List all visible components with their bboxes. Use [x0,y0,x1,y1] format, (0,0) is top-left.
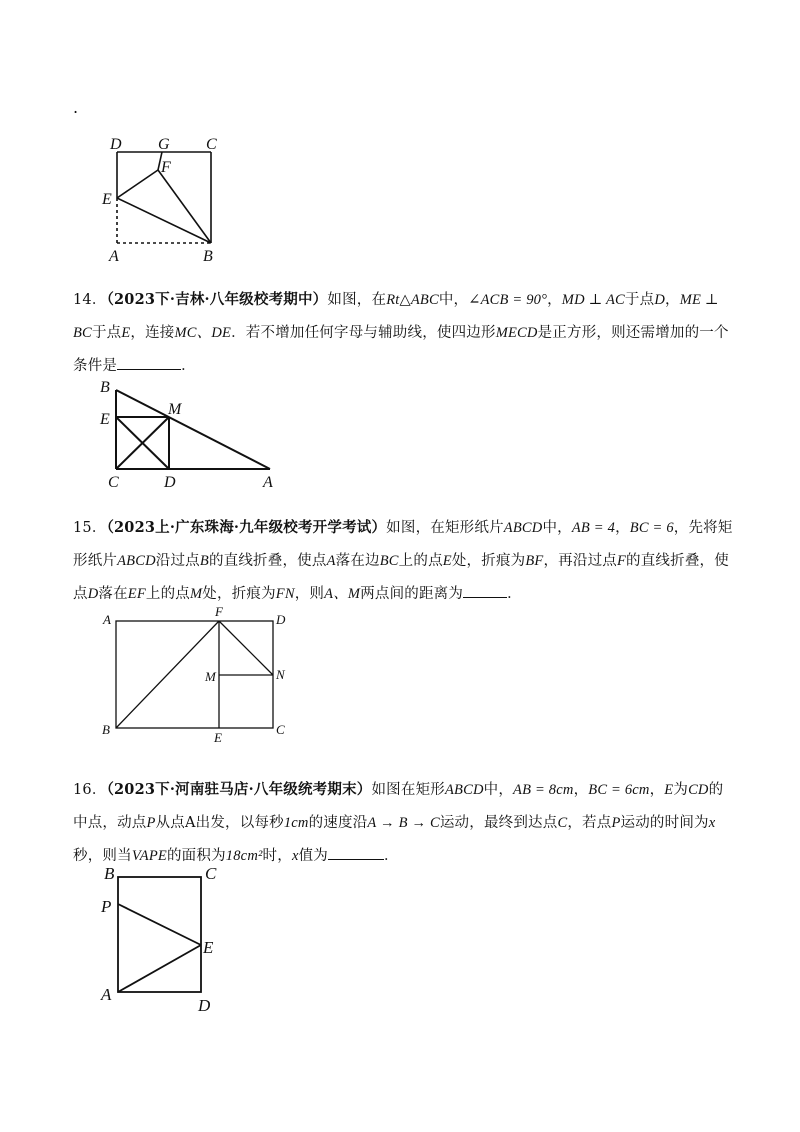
q13-label-C: C [206,136,217,153]
q16-rectangle-BCDA [118,877,201,992]
q13-label-F: F [161,159,171,176]
q14-label-A: A [263,474,273,491]
q15-label-A: A [103,612,111,627]
q14-label-E: E [100,411,110,428]
q16-edge-PE [118,904,201,945]
q14-label-D: D [164,474,176,491]
q14-label-B: B [100,379,110,396]
q15-label-M: M [205,669,216,684]
q15-label-E: E [214,730,222,745]
leading-dot: . [73,98,79,117]
q16-label-A: A [101,985,112,1004]
q13-label-B: B [203,248,213,265]
q13-label-D: D [110,136,122,153]
q16-label-B: B [104,864,115,883]
q15-label-C: C [276,722,285,737]
q16-label-C: C [205,864,217,883]
q14-label-M: M [168,401,182,418]
question-14: 14．（2023下·吉林·八年级校考期中）如图，在Rt△ABC中，∠ACB = 90°，MD ⊥ AC于点D，ME ⊥ BC于点E，连接MC、DE．若不增加任何字母与辅助线，使四边形MECD是正方形，则还需增加的一个条件是 ． [73,291,729,374]
q16-label-E: E [203,938,214,957]
question-16: 16．（2023下·河南驻马店·八年级统考期末）如图在矩形ABCD中，AB = 8cm，BC = 6cm，E为CD的中点，动点P从点A出发，以每秒1cm的速度沿A → B → C运动，最终到达点C，若点P运动的时间为x秒，则当VAPE的面积为18cm²时，x值为 ． [73,781,724,864]
q15-label-B: B [102,722,110,737]
q15-label-F: F [215,604,223,619]
q16-edge-AE [118,945,201,992]
question-15: 15．（2023上·广东珠海·九年级校考开学考试）如图，在矩形纸片ABCD中，AB = 4，BC = 6，先将矩形纸片ABCD沿过点B的直线折叠，使点A落在边BC上的点E处，折痕为BF，再沿过点F的直线折叠，使点D落在EF上的点M处，折痕为FN，则A、M两点间的距离为 ． [73,519,733,602]
q13-label-G: G [158,136,170,153]
q13-label-A: A [109,248,119,265]
q15-label-N: N [276,667,285,682]
q13-label-E: E [102,191,112,208]
q15-label-D: D [276,612,286,627]
q14-label-C: C [108,474,119,491]
q16-label-D: D [198,996,211,1015]
q16-label-P: P [101,897,112,916]
